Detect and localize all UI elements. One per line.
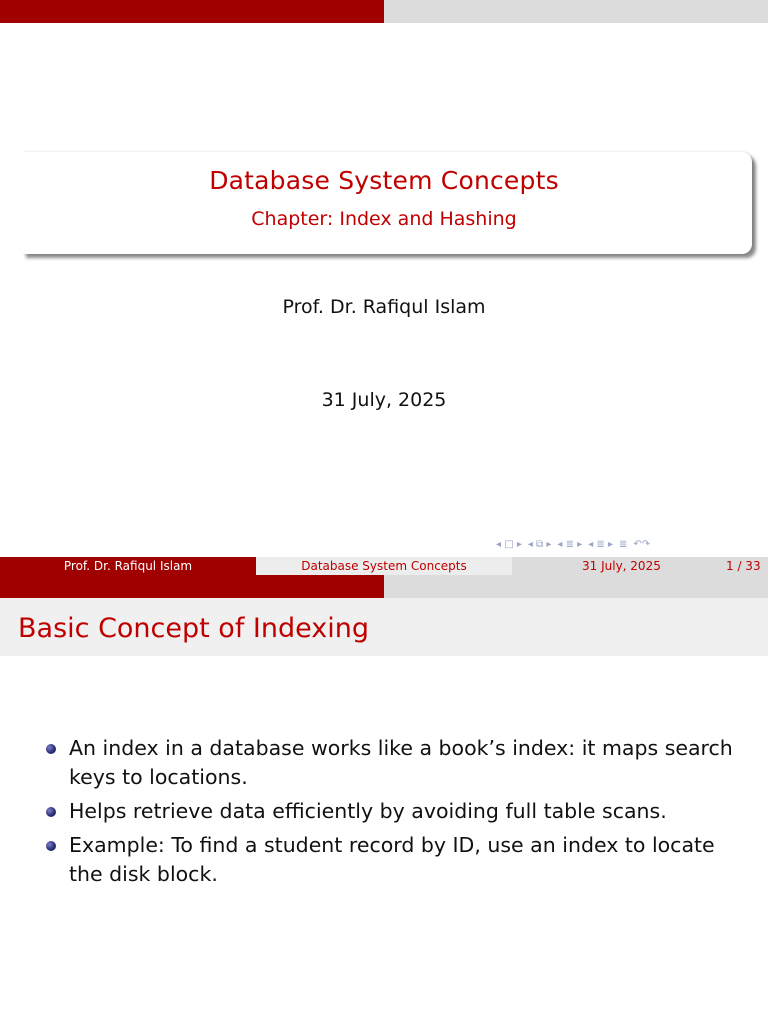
header-bar-red xyxy=(0,575,384,598)
header-bar-red xyxy=(0,0,384,23)
list-item xyxy=(44,797,754,826)
date: 31 July, 2025 xyxy=(321,389,447,411)
author: Prof. Dr. Rafiqul Islam xyxy=(282,296,486,318)
footer-title: Database System Concepts xyxy=(256,557,512,575)
bullet-list xyxy=(44,734,754,894)
bullet-icon xyxy=(46,841,56,851)
slide-title: Database System Concepts xyxy=(209,166,559,195)
footer-right xyxy=(512,557,768,575)
bullet-icon xyxy=(46,807,56,817)
nav-frame-icon[interactable]: ◂ ⧉ ▸ xyxy=(527,539,552,550)
list-item-text: An index in a database works like a book’s index: it maps search keys to locations. xyxy=(69,736,733,789)
nav-search-icon[interactable]: ↶↷ xyxy=(633,539,651,550)
bullet-icon xyxy=(46,744,56,754)
footer-author: Prof. Dr. Rafiqul Islam xyxy=(0,557,256,575)
slide-subtitle: Chapter: Index and Hashing xyxy=(251,208,517,230)
list-item-text: Example: To find a student record by ID, use an index to locate the disk block. xyxy=(69,833,715,886)
nav-align-icon[interactable]: ≣ xyxy=(618,539,628,550)
navigation-bar xyxy=(496,538,766,552)
footer-page-number: 1 / 33 xyxy=(726,559,761,573)
list-item-text: Helps retrieve data efficiently by avoiding full table scans. xyxy=(69,799,667,823)
nav-section-icon[interactable]: ◂ ≣ ▸ xyxy=(588,539,613,550)
header-bar-grey xyxy=(384,575,768,598)
footer xyxy=(0,557,768,575)
footer-date: 31 July, 2025 xyxy=(582,559,661,573)
list-item xyxy=(44,831,754,889)
header-bar-grey xyxy=(384,0,768,23)
list-item xyxy=(44,734,754,792)
frame-title: Basic Concept of Indexing xyxy=(18,613,369,644)
nav-first-icon[interactable]: ◂ □ ▸ xyxy=(496,539,522,550)
nav-subsection-icon[interactable]: ◂ ≣ ▸ xyxy=(557,539,583,550)
